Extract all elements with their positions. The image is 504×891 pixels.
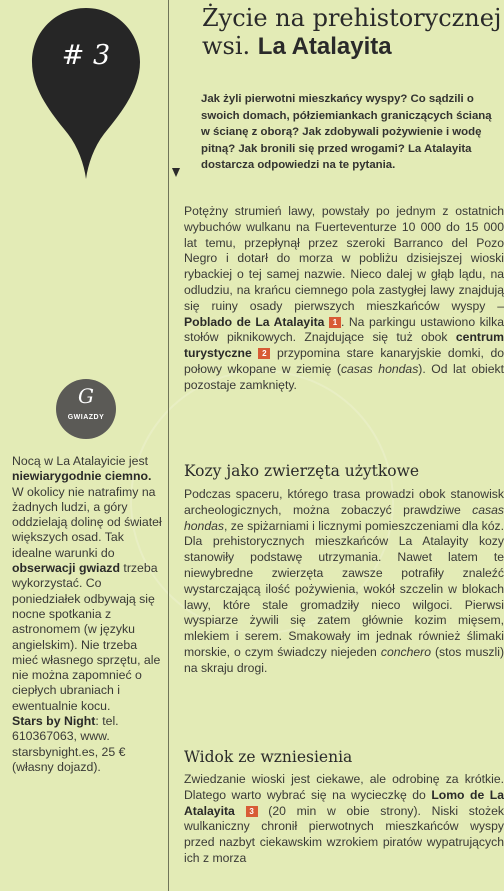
body-text: ). Od lat obiekt pozostaje zamknięty.: [184, 361, 504, 392]
map-pin-icon: [30, 6, 142, 181]
map-marker-1: 1: [329, 317, 341, 328]
paragraph-3: [184, 772, 504, 867]
article-title: [202, 4, 502, 61]
heading-kozy: Kozy jako zwierzęta użytkowe: [184, 462, 420, 480]
sidebar-bold: obserwacji gwiazd: [12, 561, 120, 576]
map-marker-2: 2: [258, 348, 270, 359]
title-place: La Atalayita: [257, 33, 392, 60]
paragraph-2: [184, 487, 504, 677]
sidebar-text: trzeba wykorzystać. Co poniedziałek odbywają się nocne spotkania z astronomem (w języku angielskim). Nie trzeba mieć własnego sprzętu, ale nie można zapomnieć o ciepłych ubraniach i ewentualnie kocu.: [12, 561, 161, 713]
pin-number: # 3: [61, 40, 111, 71]
article: [182, 0, 504, 891]
body-text: przypomina stare kanaryjskie domki, do połowy wkopane w ziemię (: [184, 346, 504, 376]
body-text: Potężny strumień lawy, powstały po jednym z ostatnich wybuchów wulkanu na Fuerteventurze 10 000 do 15 000 lat temu, przepłynął przez szeroki Barranco del Pozo Negro i dotarł do morza w pobliżu dzisiejszej wioski rybackiej o tej samej nazwie. Nieco dalej w głąb lądu, na odludziu, na krańcu ciemnego pola zastygłej lawy znajdują się ruiny osady pierwszych mieszkańców wyspy –: [184, 204, 504, 313]
italic-term: casas hondas: [340, 361, 419, 376]
body-text: (stos muszli) na skraju drogi.: [184, 644, 504, 675]
badge-letter: G: [78, 384, 94, 408]
place-centrum: centrum turystyczne: [184, 330, 504, 361]
title-main: Życie na prehistorycznej wsi.: [202, 4, 502, 60]
article-lead: Jak żyli pierwotni mieszkańcy wyspy? Co sądzili o swoich domach, półziemiankach graniczących ścianą w ścianę z oborą? Jak zdobywali pożywienie i wodę pitną? Jak bronili się przed wrogami? La Atalayita dostarcza odpowiedzi na te pytania.: [201, 93, 492, 171]
heading-widok: Widok ze wzniesienia: [184, 748, 353, 766]
italic-term: casas hondas: [184, 502, 504, 533]
place-lomo: Lomo de La Atalayita: [184, 787, 504, 818]
stars-sidebar-text: [12, 454, 162, 775]
stars-badge: [55, 378, 117, 440]
body-text: Zwiedzanie wioski jest ciekawe, ale odrobinę za krótkie. Dlatego warto wybrać się na wycieczkę do: [184, 772, 504, 802]
sidebar-text: Nocą w La Atalayicie jest: [12, 454, 149, 468]
sidebar: [0, 0, 168, 891]
column-divider: [168, 0, 169, 891]
badge-label: GWIAZDY: [67, 414, 105, 421]
sidebar-text: W okolicy nie natrafimy na żadnych ludzi, a góry oddzielają dolinę od świateł większych osad. Tak idealne warunki do: [12, 484, 162, 560]
italic-term: conchero: [380, 644, 431, 659]
body-text: , ze spiżarniami i licznymi pomieszczeniami dla kóz. Dla prehistorycznych mieszkańców La Atalayity kozy stanowiły podstawę utrzymania. Nawet latem te niewybredne zwierzęta zawsze potrafiły znaleźć wystarczającą ilość pożywienia, wokół szczelin w blokach lawy, które stale gromadziły nieco wilgoci. Pierwsi wyspiarze żywili się zatem głównie kozim mięsem, mlekiem i serem. Smakowały im jednak również ślimaki morskie, o czym świadczy niejeden: [184, 518, 504, 659]
stars-by-night-info: : tel. 610367063, www. starsbynight.es, 25 € (własny dojazd).: [12, 714, 126, 774]
body-text: Podczas spaceru, którego trasa prowadzi obok stanowisk archeologicznych, można zobaczyć prawdziwe: [184, 487, 504, 517]
stars-by-night-title: Stars by Night: [12, 714, 96, 729]
paragraph-1: [184, 204, 504, 394]
body-text: (20 min w obie strony). Niski stożek wulkaniczny chronił pierwotnych mieszkańców wyspy przed nazbyt ciekawskim wzrokiem piratów wypatrujących ich z morza: [184, 803, 504, 865]
body-text: . Na parkingu ustawiono kilka stołów piknikowych. Znajdujące się tuż obok: [184, 314, 504, 345]
arrow-down-icon: [172, 168, 180, 177]
place-poblado: Poblado de La Atalayita: [184, 314, 325, 329]
sidebar-bold: niewiarygodnie ciemno.: [12, 469, 152, 484]
map-marker-3: 3: [246, 806, 258, 817]
